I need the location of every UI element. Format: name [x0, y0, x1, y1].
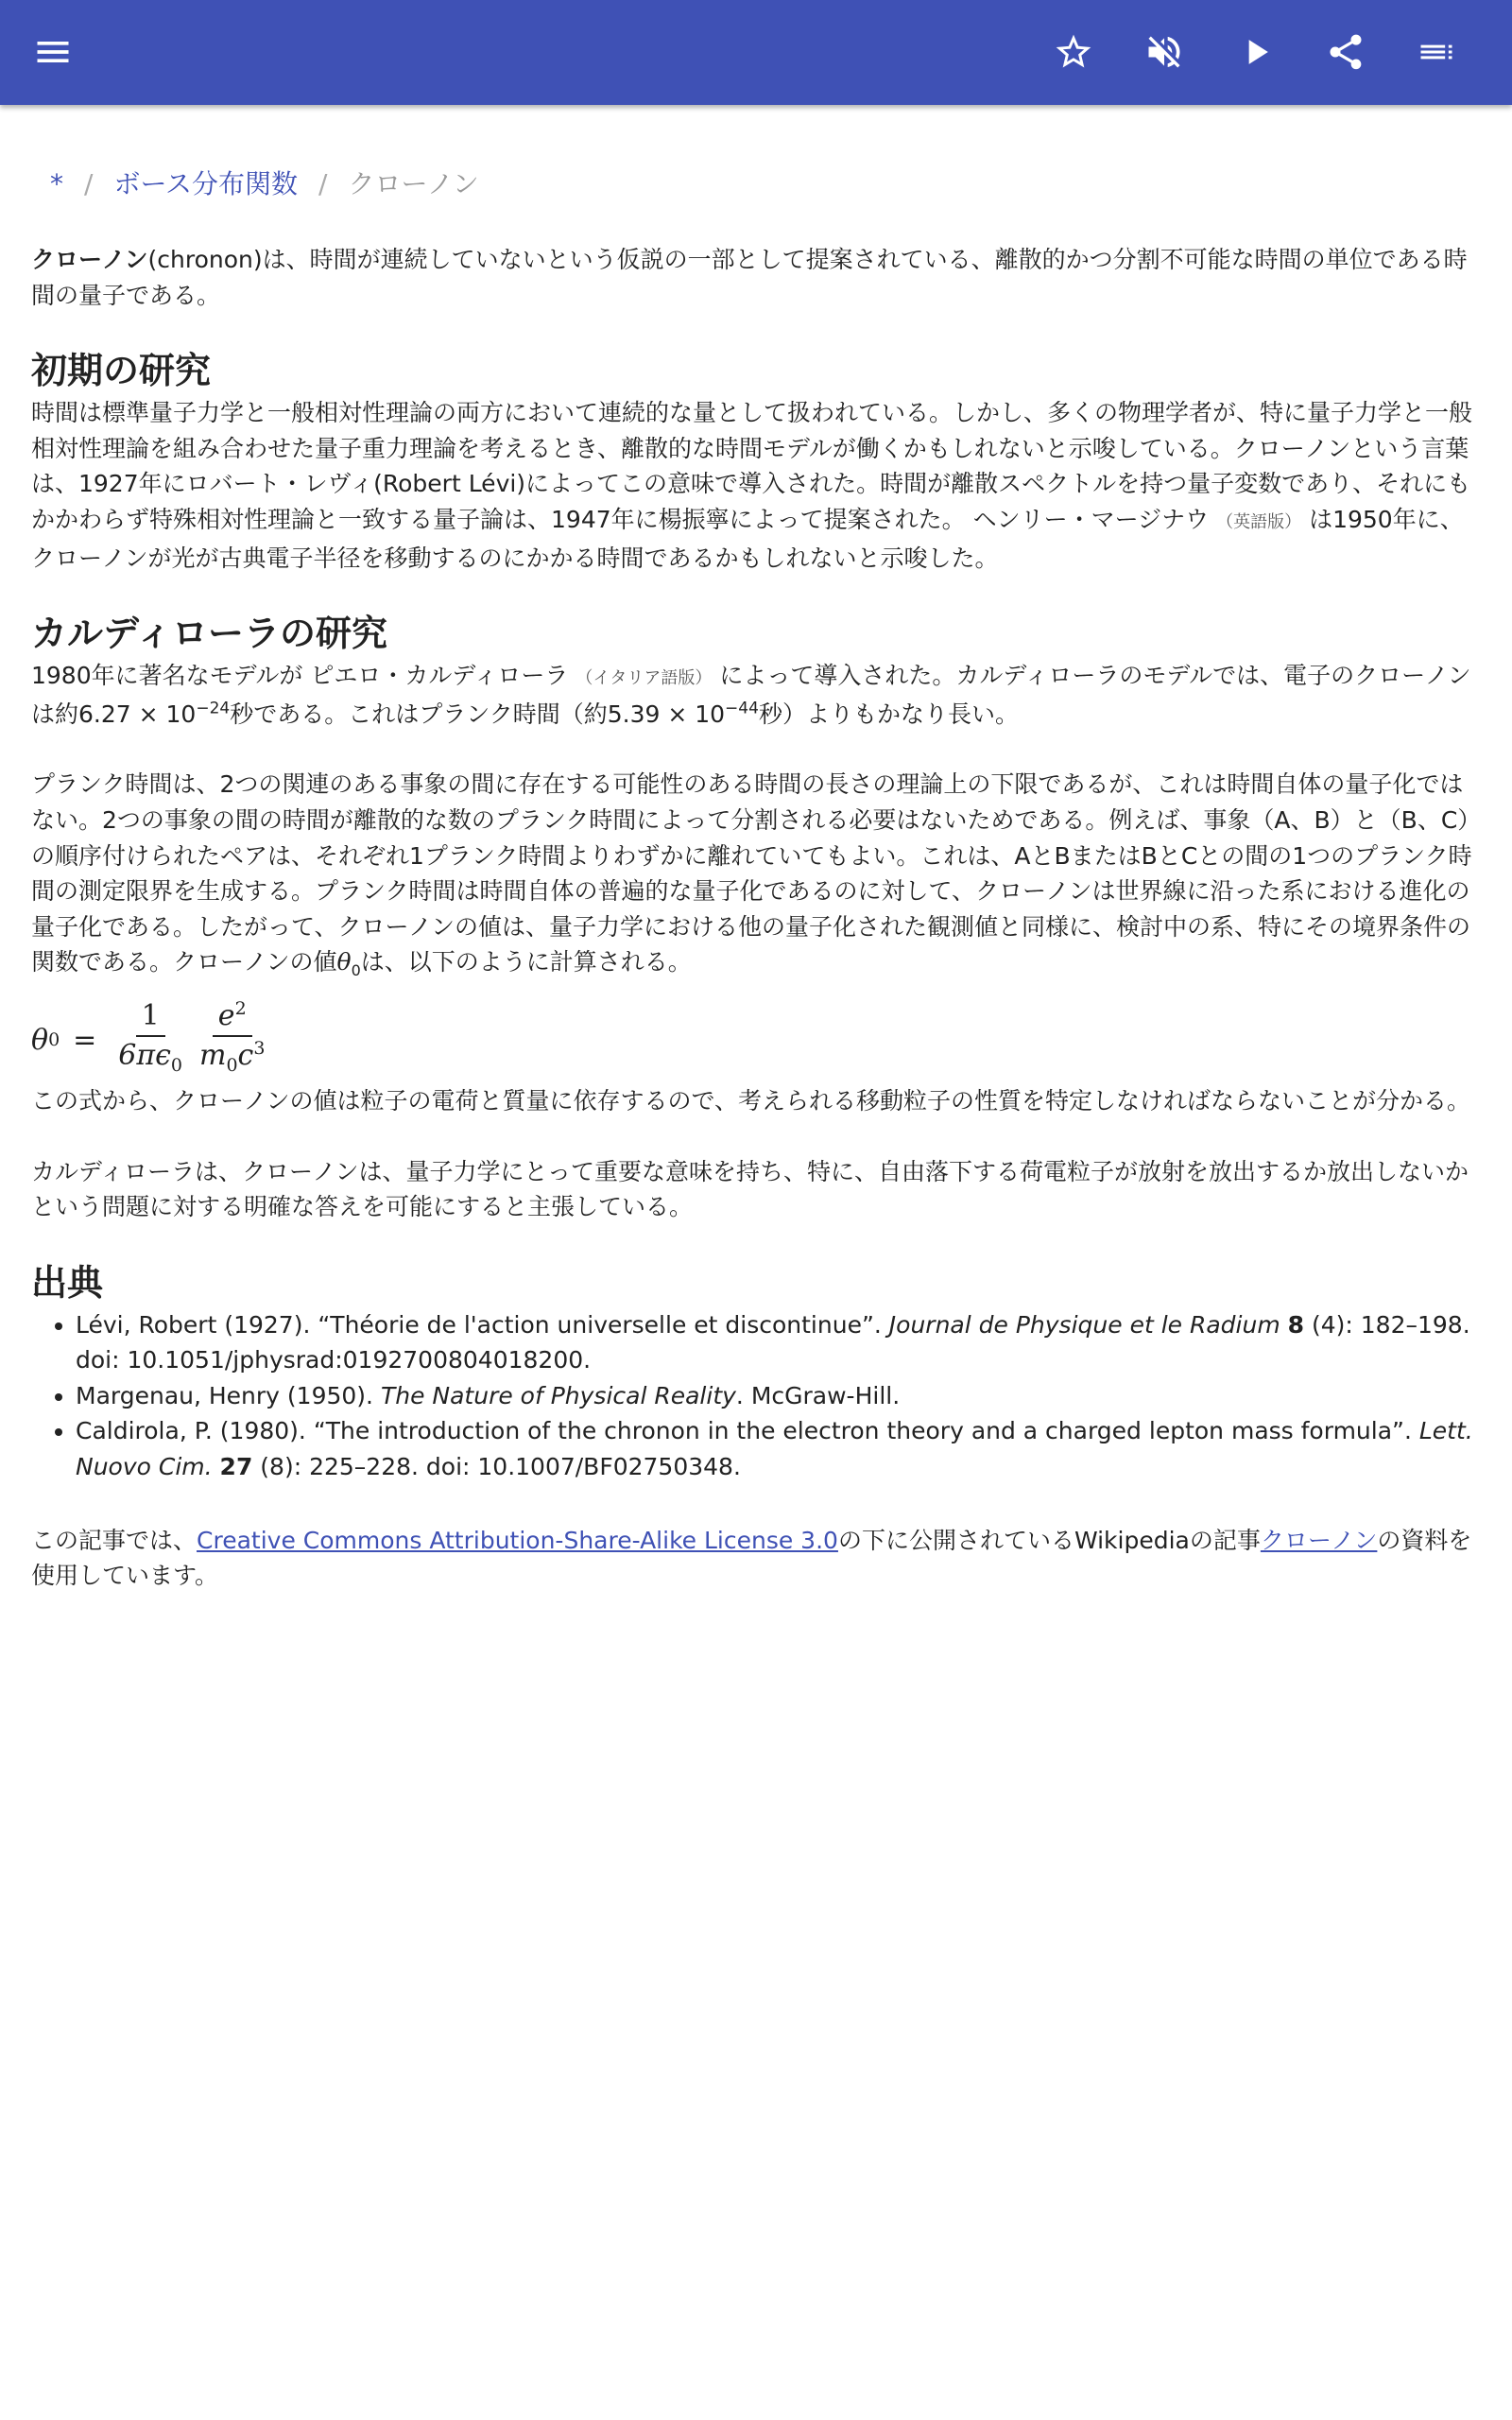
breadcrumb-current: クローノン [348, 168, 479, 199]
play-icon [1235, 31, 1277, 73]
text: この記事では、 [31, 1526, 198, 1554]
ref-journal: Journal de Physique et le Radium [888, 1310, 1280, 1339]
text: プランク時間は、2つの関連のある事象の間に存在する可能性のある時間の長さの理論上の下限であるが、これは時間自体の量子化ではない。2つの事象の間の時間が離散的な数のプランク時間によって分割される必要はないためである。例えば、事象（A、B）と（B、C）の順序付けられたペアは、それぞれ1プランク時間よりわずかに離れていてもよい。これは、AとBまたはBとCとの間の1つのプランク時間の測定限界を生成する。プランク時間は時間自体の普遍的な量子化であるのに対して、クローノンは世界線に沿った系における進化の量子化である。したがって、クローノンの値は、量子力学における他の量子化された観測値と同様に、検討中の系、特にその境界条件の関数である。クローノンの値 [31, 770, 1482, 977]
ref-volume: 8 [1287, 1310, 1305, 1339]
denominator [194, 1037, 270, 1084]
app-bar [0, 0, 1512, 105]
bookmark-button[interactable] [1047, 26, 1100, 78]
text: 秒）よりもかなり長い。 [758, 700, 1019, 728]
ref-text: Caldirola, P. (1980). “The introduction of the chronon in the electron theory and a charged lepton mass formula”. [76, 1417, 1419, 1445]
reference-item [76, 1307, 1482, 1378]
den-sub: 0 [226, 1054, 238, 1076]
caldirola-paragraph-3: この式から、クローノンの値は粒子の電荷と質量に依存するので、考えられる移動粒子の性質を特定しなければならないことが分かる。 [31, 1086, 1471, 1115]
breadcrumb [50, 161, 1482, 208]
early-text: 時間は標準量子力学と一般相対性理論の両方において連続的な量として扱われている。しかし、多くの物理学者が、特に量子力学と一般相対性理論を組み合わせた量子重力理論を考えるとき、離散的な時間モデルが働くかもしれないと示唆している。クローノンという言葉は、1927年にロバート・レヴィ(Robert Lévi)によってこの意味で導入された。時間が離散スペクトルを持つ量子変数であり、それにもかかわらず特殊相対性理論と一致する量子論は、1947年に楊振寧によって提案された。 ヘンリー・マージナウ [31, 399, 1473, 533]
numerator: 1 [136, 997, 165, 1037]
den-text: 6πϵ [118, 1038, 171, 1072]
breadcrumb-root[interactable]: * [50, 168, 63, 199]
mute-button[interactable] [1138, 26, 1191, 78]
caldirola-paragraph-4: カルディローラは、クローノンは、量子力学にとって重要な意味を持ち、特に、自由落下する荷電粒子が放射を放出するか放出しないかという問題に対する明確な答えを可能にすると主張している。 [31, 1157, 1469, 1221]
text: 秒である。これはプランク時間（約5.39 × 10 [230, 700, 726, 728]
den-sup: 3 [253, 1037, 266, 1059]
menu-button[interactable] [26, 26, 79, 78]
numerator [213, 997, 252, 1037]
intro-text: (chronon)は、時間が連続していないという仮説の一部として提案されている、離散的かつ分割不可能な時間の単位である時間の量子である。 [31, 246, 1468, 309]
english-version-link[interactable]: （英語版） [1216, 511, 1302, 532]
play-button[interactable] [1229, 26, 1282, 78]
early-text-2: は1950年に、クローノンが光が古典電子半径を移動するのにかかる時間であるかもしれないと示唆した。 [31, 505, 1464, 572]
exponent: −24 [196, 699, 231, 718]
contents-button[interactable] [1410, 26, 1463, 78]
ref-text: . McGraw-Hill. [735, 1381, 901, 1409]
star-icon [1053, 31, 1094, 73]
formula-lhs: θ [31, 1024, 49, 1058]
den-text: m [199, 1038, 227, 1072]
intro-paragraph [31, 242, 1482, 313]
formula-equals: = [73, 1024, 97, 1058]
breadcrumb-separator: / [84, 168, 94, 199]
ref-text: Margenau, Henry (1950). [76, 1381, 381, 1409]
chronon-formula [31, 998, 1482, 1083]
fraction-1 [112, 997, 188, 1084]
section-heading-caldirola: カルディローラの研究 [31, 613, 387, 655]
share-icon [1325, 31, 1366, 73]
num-text: e [217, 998, 235, 1032]
den-sub: 0 [170, 1054, 182, 1076]
theta-symbol: θ [336, 948, 352, 977]
menu-icon [32, 31, 74, 73]
text: の資料を使用しています。 [31, 1526, 1472, 1590]
den-text: c [237, 1038, 254, 1072]
ref-text: Lévi, Robert (1927). “Théorie de l'action universelle et discontinue”. [76, 1310, 889, 1339]
fraction-2 [194, 997, 270, 1084]
reference-item [76, 1413, 1482, 1484]
breadcrumb-separator: / [318, 168, 328, 199]
ref-journal: Lett. Nuovo Cim. [76, 1417, 1473, 1481]
reference-item [76, 1378, 1482, 1414]
share-button[interactable] [1319, 26, 1372, 78]
caldirola-paragraph-1 [31, 658, 1482, 732]
text: によって導入された。カルディローラのモデルでは、電子のクローノンは約6.27 × 10 [31, 662, 1471, 728]
wikipedia-article-link[interactable]: クローノン [1260, 1526, 1378, 1554]
references-list [31, 1307, 1482, 1485]
exponent: −44 [725, 699, 759, 718]
formula-sub: 0 [48, 1029, 60, 1051]
breadcrumb-parent[interactable]: ボース分布関数 [113, 168, 299, 199]
ref-text: (4): 182–198. doi: 10.1051/jphysrad:0192700804018200. [76, 1310, 1470, 1374]
playlist-icon [1416, 31, 1457, 73]
caldirola-paragraph-2 [31, 767, 1482, 989]
article [31, 161, 1482, 1629]
italian-version-link[interactable]: （イタリア語版） [576, 668, 713, 689]
num-sup: 2 [234, 997, 247, 1019]
text: 1980年に著名なモデルが ピエロ・カルディローラ [31, 662, 569, 690]
subscript: 0 [351, 961, 361, 980]
denominator [112, 1037, 188, 1084]
text: は、以下のように計算される。 [360, 948, 692, 977]
volume-off-icon [1143, 31, 1185, 73]
ref-text: (8): 225–228. doi: 10.1007/BF02750348. [252, 1453, 741, 1481]
early-paragraph [31, 395, 1482, 576]
ref-volume: 27 [219, 1453, 253, 1481]
section-heading-references: 出典 [31, 1261, 104, 1304]
license-link[interactable]: Creative Commons Attribution-Share-Alike License 3.0 [197, 1526, 838, 1554]
section-heading-early: 初期の研究 [31, 350, 212, 392]
license-notice [31, 1523, 1482, 1594]
ref-title: The Nature of Physical Reality [380, 1381, 736, 1409]
intro-term: クローノン [31, 246, 148, 273]
text: の下に公開されているWikipediaの記事 [837, 1526, 1261, 1554]
